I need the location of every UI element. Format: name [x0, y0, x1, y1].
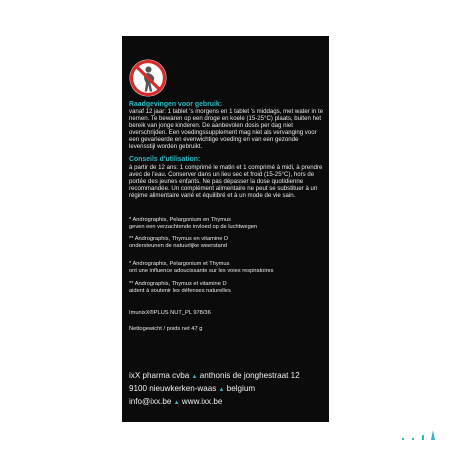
claim-line: ont une influence adoucissante sur les voies respiratoires [129, 268, 274, 275]
company-footer [129, 370, 329, 410]
claim-line: ** Andrographis, Thymus et vitamine D [129, 281, 227, 287]
claim-line: * Andrographis, Pelargonium en Thymus [129, 217, 232, 223]
street-address: anthonis de jonghestraat 12 [199, 371, 300, 380]
product-code: ImunixX®PLUS NUT_PL 978/36 [129, 310, 211, 316]
claim-line: aident à soutenir les défenses naturelles [129, 288, 231, 295]
footer-line-2 [129, 383, 329, 396]
company-name: ixX pharma cvba [129, 371, 190, 380]
claim-line: geven een verzachtende invloed op de luchtwegen [129, 224, 258, 231]
nl-usage-heading: Raadgevingen voor gebruik: [129, 101, 223, 108]
claim-fr-2 [129, 281, 325, 295]
triangle-icon: ▲ [173, 400, 180, 407]
no-pregnancy-icon [128, 58, 168, 98]
claim-line: ondersteunen de natuurlijke weerstand [129, 243, 228, 250]
email: info@ixx.be [129, 397, 172, 407]
website: www.ixx.be [181, 397, 223, 407]
fr-usage-text: à partir de 12 ans: 1 comprimé le matin et 1 comprimé à midi, à prendre avec de l'eau. Conserver dans un lieu sec et froid (15-25°C), hors de portée des jeunes enfants. Ne pas dépasser la dose quotidienne recommandée. Un complément alimentaire ne peut se substituer à un régime alimentaire varié et équilibré et à un mode de vie sain. [129, 164, 323, 200]
triangle-icon: ▲ [191, 374, 198, 380]
fr-usage-heading: Conseils d'utilisation: [129, 156, 201, 163]
footer-line-3 [129, 396, 329, 409]
triangle-icon: ▲ [218, 387, 225, 394]
claim-nl-2 [129, 236, 325, 250]
footer-line-1 [129, 370, 329, 383]
net-weight: Nettogewicht / poids net 47 g [129, 326, 203, 332]
city: 9100 nieuwkerken-waas [129, 384, 217, 394]
claim-fr-1 [129, 261, 325, 275]
country: belgium [226, 384, 256, 394]
claim-nl-1 [129, 217, 325, 231]
nl-usage-text: vanaf 12 jaar: 1 tablet 's morgens en 1 tablet 's middags, met water in te nemen. Te bewaren op een droge en koele (15-25°C) plaats, buiten het bereik van jonge kinderen. De aanbevolen dosis per dag niet overschrijden. Een voedingssupplement mag niet als vervanging voor een gevarieerde en evenwichtige voeding en van een gezonde levensstijl worden gebruikt. [129, 108, 324, 151]
claim-line: ** Andrographis, Thymus en vitamine D [129, 236, 229, 242]
brand-mark-icon [401, 429, 439, 441]
claim-line: * Andrographis, Pelargonium et Thymus [129, 261, 230, 267]
